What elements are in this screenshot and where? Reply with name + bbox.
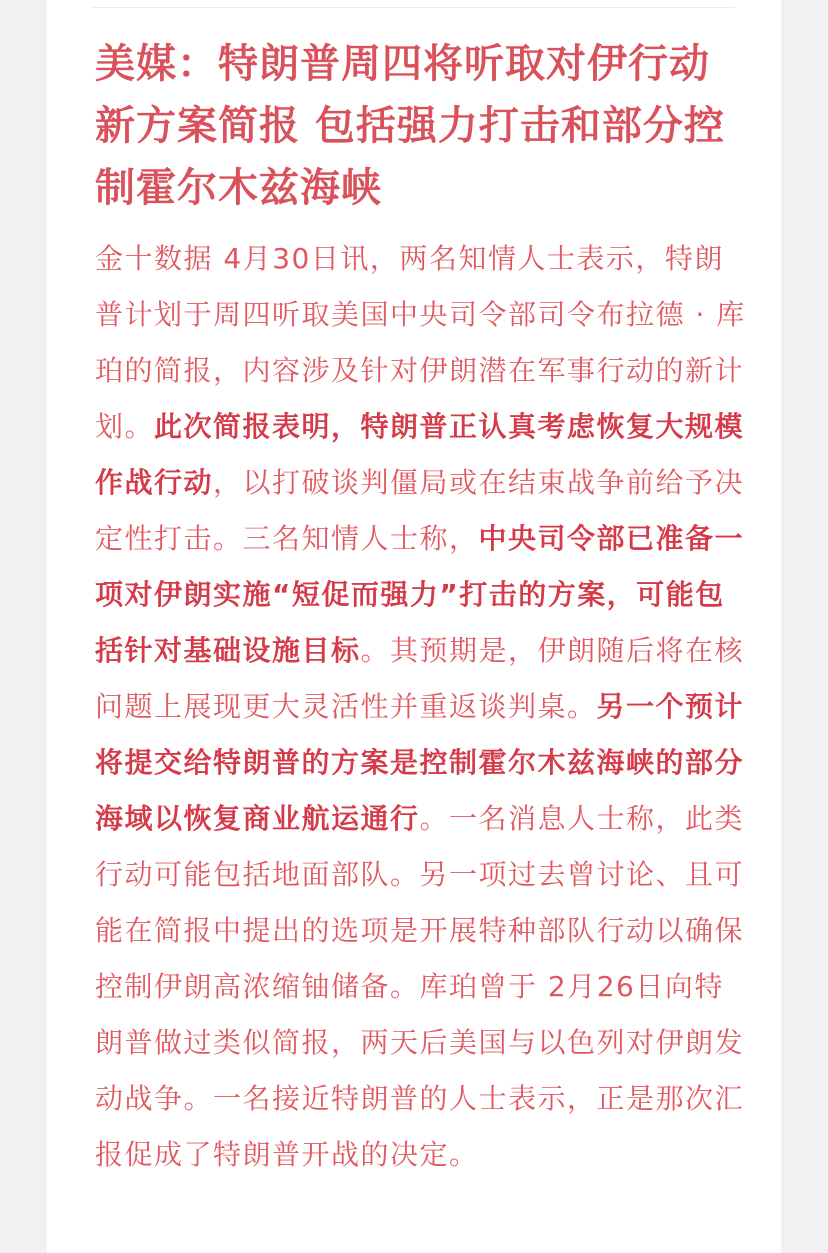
body-segment: 金十数据 4月30日讯，两名知情人士表示，特朗普计划于周四听取美国中央司令部司令布拉德 · 库珀的简报，内容涉及针对伊朗潜在军事行动的新计划。 (95, 242, 746, 443)
body-segment-bold: 另一个预计将提交给特朗普的方案是控制霍尔木兹海峡的部分海域以恢复商业航运通行 (95, 690, 745, 835)
body-segment-bold: 中央司令部已准备一项对伊朗实施“短促而强力”打击的方案，可能包括针对基础设施目标 (95, 522, 745, 667)
article-body (95, 231, 747, 1183)
body-segment: 。其预期是，伊朗随后将在核问题上展现更大灵活性并重返谈判桌。 (95, 634, 745, 723)
top-divider (93, 7, 735, 8)
article-headline: 美媒：特朗普周四将听取对伊行动新方案简报 包括强力打击和部分控制霍尔木兹海峡 (95, 40, 725, 211)
body-segment-bold: 此次简报表明，特朗普正认真考虑恢复大规模作战行动 (95, 410, 745, 499)
article-card (47, 0, 781, 1253)
body-segment: 。一名消息人士称，此类行动可能包括地面部队。另一项过去曾讨论、且可能在简报中提出的选项是开展特种部队行动以确保控制伊朗高浓缩铀储备。库珀曾于 2月26日向特朗普做过类似简报，两天后美国与以色列对伊朗发动战争。一名接近特朗普的人士表示，正是那次汇报促成了特朗普开战的决定。 (95, 802, 745, 1171)
body-segment: ，以打破谈判僵局或在结束战争前给予决定性打击。三名知情人士称， (95, 466, 745, 555)
